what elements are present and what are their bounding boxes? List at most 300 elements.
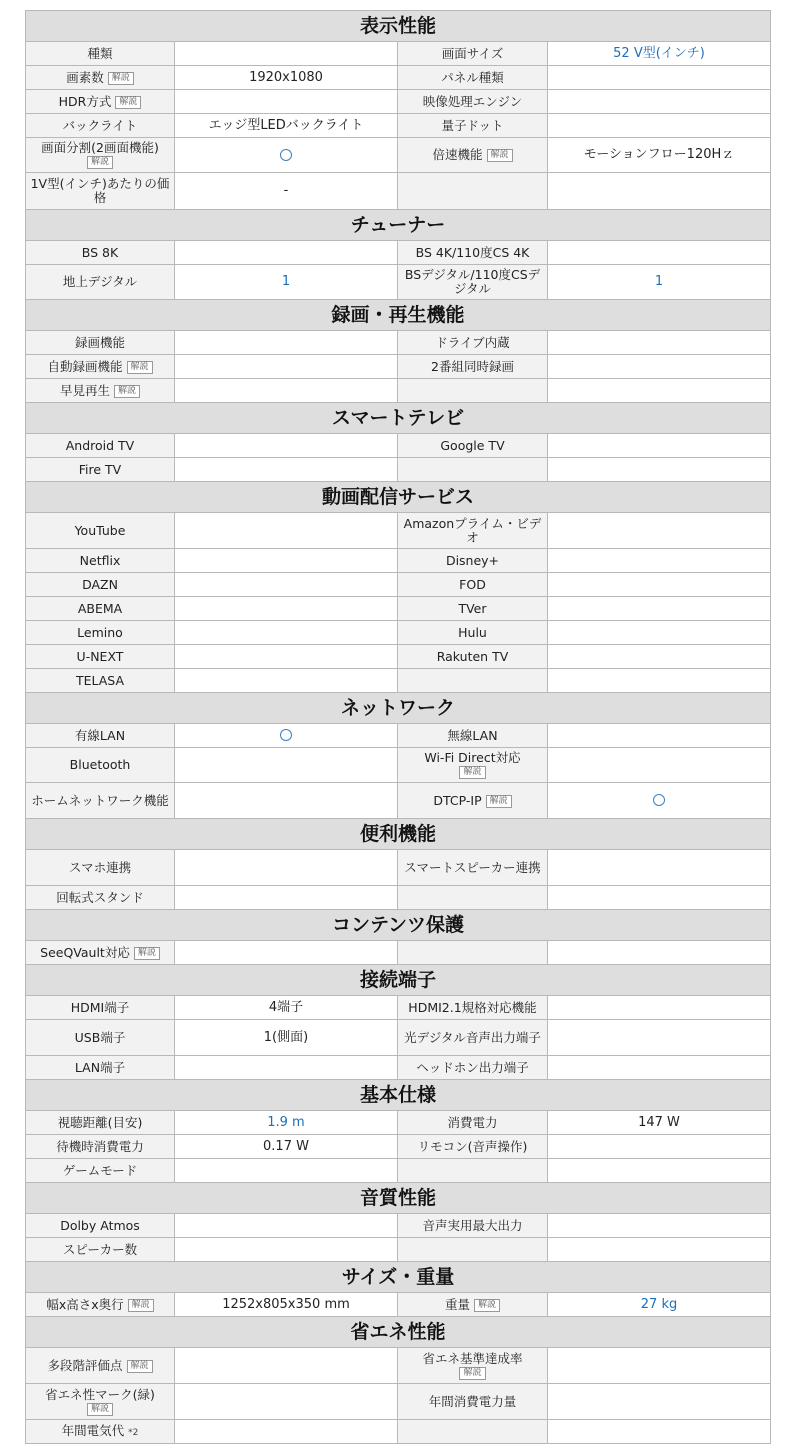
spec-label-text: Google TV <box>440 437 505 453</box>
spec-value-cell <box>548 549 771 573</box>
spec-label-text: Wi-Fi Direct対応 <box>424 750 521 765</box>
spec-row <box>26 241 771 265</box>
spec-value-cell <box>548 573 771 597</box>
spec-row <box>26 724 771 748</box>
section-header-row <box>26 11 771 42</box>
spec-value-cell <box>548 114 771 138</box>
spec-label-text: FOD <box>459 576 486 592</box>
spec-label-text: 年間消費電力量 <box>428 1393 517 1409</box>
spec-label-text: 早見再生 <box>59 382 110 398</box>
spec-label-text: Disney+ <box>445 552 500 568</box>
spec-value-cell <box>548 1135 771 1159</box>
spec-label-cell <box>398 173 548 210</box>
spec-value-cell <box>548 434 771 458</box>
spec-label-text: 無線LAN <box>447 727 498 743</box>
section-header-row <box>26 965 771 996</box>
spec-label-cell <box>398 42 548 66</box>
spec-row <box>26 66 771 90</box>
spec-label-cell <box>398 850 548 886</box>
spec-value-text[interactable]: 52 V型(インチ) <box>613 45 705 61</box>
section-title: 録画・再生機能 <box>26 300 771 331</box>
spec-label-cell <box>26 138 175 173</box>
spec-row <box>26 1293 771 1317</box>
spec-value-text: 1(側面) <box>263 1029 309 1045</box>
spec-value-cell[interactable] <box>548 42 771 66</box>
spec-value-cell <box>175 138 398 173</box>
spec-label-text: パネル種類 <box>441 69 504 85</box>
kaisetsu-button[interactable]: 解説 <box>134 947 160 960</box>
spec-label-text: 音声実用最大出力 <box>422 1217 523 1233</box>
spec-value-cell <box>548 748 771 783</box>
spec-label-cell <box>26 114 175 138</box>
spec-label-text: Bluetooth <box>69 757 131 772</box>
spec-label-text: 有線LAN <box>74 727 126 743</box>
spec-row <box>26 1020 771 1056</box>
spec-value-cell <box>175 42 398 66</box>
spec-value-cell <box>548 90 771 114</box>
spec-label-text: 多段階評価点 <box>47 1357 123 1373</box>
spec-row <box>26 1348 771 1384</box>
spec-value-cell <box>548 173 771 210</box>
spec-value-cell <box>548 379 771 403</box>
spec-label-cell <box>398 265 548 300</box>
spec-label-text: USB端子 <box>74 1029 126 1045</box>
spec-label-cell <box>26 1020 175 1056</box>
spec-row <box>26 783 771 819</box>
spec-label-cell <box>26 173 175 210</box>
spec-value-text: 1920x1080 <box>249 69 323 85</box>
spec-row <box>26 1384 771 1420</box>
spec-value-cell <box>548 783 771 819</box>
spec-label-cell <box>398 1348 548 1384</box>
spec-row <box>26 331 771 355</box>
spec-value-cell <box>175 850 398 886</box>
spec-value-cell <box>548 241 771 265</box>
spec-value-cell <box>548 645 771 669</box>
spec-value-text: 4端子 <box>268 999 304 1015</box>
spec-value-cell <box>175 1020 398 1056</box>
spec-label-cell <box>26 355 175 379</box>
spec-label-text: LAN端子 <box>74 1059 126 1075</box>
spec-value-cell <box>175 331 398 355</box>
kaisetsu-button[interactable]: 解説 <box>108 72 134 85</box>
spec-label-cell <box>398 1214 548 1238</box>
kaisetsu-button[interactable]: 解説 <box>127 1360 153 1373</box>
section-header-row <box>26 1317 771 1348</box>
spec-label-cell <box>26 549 175 573</box>
kaisetsu-button[interactable]: 解説 <box>459 766 485 779</box>
spec-label-cell <box>26 783 175 819</box>
spec-label-cell <box>398 1111 548 1135</box>
spec-label-cell <box>398 941 548 965</box>
spec-row <box>26 173 771 210</box>
spec-row <box>26 621 771 645</box>
spec-value-cell <box>175 1348 398 1384</box>
kaisetsu-button[interactable]: 解説 <box>87 156 113 169</box>
spec-value-cell <box>175 90 398 114</box>
spec-value-cell <box>548 1111 771 1135</box>
spec-label-text: Amazonプライム・ビデオ <box>403 515 542 545</box>
spec-label-cell <box>398 1056 548 1080</box>
section-header-row <box>26 210 771 241</box>
spec-label-cell <box>26 748 175 783</box>
spec-label-cell <box>26 1135 175 1159</box>
spec-label-text: 画素数 <box>66 69 104 85</box>
circle-mark-icon <box>653 794 665 806</box>
spec-row <box>26 434 771 458</box>
spec-value-cell <box>548 724 771 748</box>
spec-label-text: ホームネットワーク機能 <box>31 792 169 808</box>
section-title: スマートテレビ <box>26 403 771 434</box>
spec-row <box>26 886 771 910</box>
spec-row <box>26 90 771 114</box>
spec-label-text: Lemino <box>77 624 123 640</box>
spec-label-cell <box>398 549 548 573</box>
spec-label-text: DTCP-IP <box>433 792 482 808</box>
spec-value-cell <box>175 621 398 645</box>
spec-value-text: 1252x805x350 mm <box>222 1296 350 1312</box>
section-title: 音質性能 <box>26 1183 771 1214</box>
spec-label-cell <box>26 42 175 66</box>
spec-row <box>26 265 771 300</box>
footnote-mark: *2 <box>128 1427 139 1438</box>
spec-label-text: 地上デジタル <box>62 274 138 289</box>
spec-value-cell <box>175 114 398 138</box>
spec-label-cell <box>398 90 548 114</box>
spec-label-cell <box>398 241 548 265</box>
spec-label-cell <box>26 850 175 886</box>
spec-label-text: 1V型(インチ)あたりの価格 <box>30 176 170 205</box>
spec-value-cell <box>548 138 771 173</box>
spec-label-cell <box>26 66 175 90</box>
spec-value-cell <box>548 1238 771 1262</box>
spec-label-text: DAZN <box>82 576 118 592</box>
spec-label-text: Dolby Atmos <box>60 1217 140 1233</box>
spec-value-cell <box>175 1384 398 1420</box>
spec-value-cell <box>548 513 771 549</box>
kaisetsu-button[interactable]: 解説 <box>486 795 512 808</box>
kaisetsu-button[interactable]: 解説 <box>87 1403 113 1416</box>
spec-label-text: 省エネ基準達成率 <box>422 1350 523 1366</box>
spec-label-cell <box>26 645 175 669</box>
spec-label-cell <box>398 1238 548 1262</box>
spec-value-cell <box>175 1056 398 1080</box>
spec-row <box>26 1056 771 1080</box>
section-header-row <box>26 693 771 724</box>
spec-value-cell <box>175 886 398 910</box>
spec-label-cell <box>398 645 548 669</box>
spec-value-text: - <box>283 183 289 198</box>
spec-label-cell <box>26 458 175 482</box>
spec-value-text[interactable]: 1 <box>654 274 664 289</box>
section-header-row <box>26 819 771 850</box>
spec-label-text: ゲームモード <box>62 1162 138 1178</box>
spec-label-cell <box>26 621 175 645</box>
spec-value-cell <box>548 1020 771 1056</box>
spec-label-text: ABEMA <box>77 600 123 616</box>
spec-label-cell <box>26 1056 175 1080</box>
kaisetsu-button[interactable]: 解説 <box>128 1299 154 1312</box>
spec-label-text: TELASA <box>75 672 125 688</box>
section-title: ネットワーク <box>26 693 771 724</box>
section-header-row <box>26 1183 771 1214</box>
spec-value-cell <box>175 549 398 573</box>
spec-label-cell <box>398 458 548 482</box>
spec-label-cell <box>26 265 175 300</box>
spec-table-container <box>25 10 770 1444</box>
circle-mark-icon <box>280 149 292 161</box>
spec-row <box>26 850 771 886</box>
spec-row <box>26 114 771 138</box>
spec-label-cell <box>26 241 175 265</box>
spec-value-cell <box>548 850 771 886</box>
spec-value-cell <box>175 669 398 693</box>
spec-row <box>26 941 771 965</box>
kaisetsu-button[interactable]: 解説 <box>487 149 513 162</box>
spec-row <box>26 1214 771 1238</box>
spec-label-text: 光デジタル音声出力端子 <box>404 1029 541 1045</box>
spec-value-cell <box>548 1348 771 1384</box>
spec-row <box>26 1159 771 1183</box>
spec-row <box>26 669 771 693</box>
spec-value-cell <box>175 241 398 265</box>
spec-value-cell[interactable] <box>548 265 771 300</box>
spec-label-text: 年間電気代 <box>61 1422 125 1438</box>
spec-label-text: HDMI2.1規格対応機能 <box>408 999 537 1015</box>
spec-label-cell <box>398 1135 548 1159</box>
spec-label-text: バックライト <box>62 117 138 133</box>
spec-label-cell <box>398 748 548 783</box>
spec-value-cell[interactable] <box>175 1111 398 1135</box>
spec-value-cell <box>175 66 398 90</box>
section-header-row <box>26 482 771 513</box>
spec-value-cell <box>175 1214 398 1238</box>
spec-label-cell <box>26 724 175 748</box>
spec-value-cell <box>548 355 771 379</box>
spec-value-text[interactable]: 27 kg <box>640 1296 678 1312</box>
spec-label-cell <box>398 669 548 693</box>
section-title: 接続端子 <box>26 965 771 996</box>
spec-label-cell <box>398 597 548 621</box>
spec-row <box>26 1135 771 1159</box>
spec-value-cell[interactable] <box>548 1293 771 1317</box>
spec-label-cell <box>26 573 175 597</box>
spec-label-cell <box>26 434 175 458</box>
spec-value-cell[interactable] <box>175 265 398 300</box>
spec-label-cell <box>398 379 548 403</box>
spec-value-cell <box>175 1135 398 1159</box>
section-header-row <box>26 403 771 434</box>
spec-value-cell <box>175 724 398 748</box>
spec-label-cell <box>26 941 175 965</box>
section-title: 便利機能 <box>26 819 771 850</box>
spec-label-text: HDR方式 <box>58 93 112 109</box>
spec-label-cell <box>398 1020 548 1056</box>
spec-value-cell <box>548 1214 771 1238</box>
spec-label-cell <box>26 90 175 114</box>
spec-label-text: U-NEXT <box>76 648 124 664</box>
section-title: コンテンツ保護 <box>26 910 771 941</box>
spec-table <box>25 10 771 1444</box>
spec-label-cell <box>26 886 175 910</box>
spec-label-cell <box>398 66 548 90</box>
section-header-row <box>26 1262 771 1293</box>
spec-value-cell <box>548 458 771 482</box>
spec-value-cell <box>175 379 398 403</box>
spec-value-text[interactable]: 1.9 m <box>267 1114 305 1130</box>
spec-label-text: 画面サイズ <box>441 45 504 61</box>
spec-label-text: Fire TV <box>78 461 122 477</box>
spec-value-cell <box>548 886 771 910</box>
spec-row <box>26 138 771 173</box>
spec-value-cell <box>175 434 398 458</box>
spec-label-cell <box>26 1159 175 1183</box>
kaisetsu-button[interactable]: 解説 <box>127 361 153 374</box>
section-title: 動画配信サービス <box>26 482 771 513</box>
spec-label-text: YouTube <box>74 522 126 538</box>
spec-label-text: 倍速機能 <box>432 147 483 162</box>
spec-label-text: 2番組同時録画 <box>431 358 514 374</box>
section-title: サイズ・重量 <box>26 1262 771 1293</box>
spec-label-cell <box>398 434 548 458</box>
spec-label-text: スマホ連携 <box>68 859 132 875</box>
spec-value-text: 147 W <box>638 1114 680 1130</box>
spec-value-text[interactable]: 1 <box>281 274 291 289</box>
spec-label-text: 待機時消費電力 <box>56 1138 144 1154</box>
spec-label-cell <box>398 138 548 173</box>
spec-label-cell <box>26 1384 175 1420</box>
spec-label-cell <box>26 379 175 403</box>
spec-label-cell <box>398 573 548 597</box>
section-header-row <box>26 300 771 331</box>
spec-row <box>26 458 771 482</box>
spec-label-text: 量子ドット <box>441 117 504 133</box>
spec-label-cell <box>398 114 548 138</box>
spec-value-cell <box>175 513 398 549</box>
spec-label-cell <box>398 886 548 910</box>
spec-label-cell <box>398 1159 548 1183</box>
spec-value-cell <box>175 173 398 210</box>
spec-label-cell <box>398 783 548 819</box>
spec-label-cell <box>26 597 175 621</box>
spec-label-text: 重量 <box>444 1296 470 1312</box>
kaisetsu-button[interactable]: 解説 <box>474 1299 500 1312</box>
spec-label-text: BS 8K <box>81 244 119 260</box>
spec-value-cell <box>548 1056 771 1080</box>
spec-row <box>26 355 771 379</box>
spec-label-cell <box>26 1348 175 1384</box>
section-title: 表示性能 <box>26 11 771 42</box>
spec-row <box>26 1111 771 1135</box>
spec-value-text: エッジ型LEDバックライト <box>208 117 364 133</box>
spec-value-cell <box>548 621 771 645</box>
spec-row <box>26 573 771 597</box>
spec-label-cell <box>26 669 175 693</box>
spec-row <box>26 1238 771 1262</box>
spec-row <box>26 379 771 403</box>
spec-label-text: 種類 <box>87 45 113 61</box>
spec-row <box>26 597 771 621</box>
spec-label-text: SeeQVault対応 <box>40 944 130 960</box>
spec-value-cell <box>548 1159 771 1183</box>
spec-value-cell <box>175 1293 398 1317</box>
spec-label-cell <box>26 1238 175 1262</box>
spec-label-cell <box>26 996 175 1020</box>
spec-value-cell <box>175 458 398 482</box>
spec-label-text: ドライブ内蔵 <box>435 334 510 350</box>
spec-value-cell <box>548 669 771 693</box>
spec-value-text: モーションフロー120Hｚ <box>583 147 735 162</box>
spec-label-text: ヘッドホン出力端子 <box>416 1059 529 1075</box>
spec-value-cell <box>175 645 398 669</box>
spec-value-cell <box>175 941 398 965</box>
spec-label-text: BSデジタル/110度CSデジタル <box>404 267 541 296</box>
circle-mark-icon <box>280 729 292 741</box>
spec-label-text: スマートスピーカー連携 <box>404 859 541 875</box>
spec-label-text: Rakuten TV <box>436 648 509 664</box>
spec-label-cell <box>398 1384 548 1420</box>
kaisetsu-button[interactable]: 解説 <box>115 96 141 109</box>
spec-value-cell <box>548 941 771 965</box>
spec-value-cell <box>548 331 771 355</box>
kaisetsu-button[interactable]: 解説 <box>459 1367 485 1380</box>
spec-label-text: 録画機能 <box>74 334 125 350</box>
spec-value-cell <box>548 597 771 621</box>
spec-label-text: 自動録画機能 <box>47 358 123 374</box>
section-title: チューナー <box>26 210 771 241</box>
spec-row <box>26 996 771 1020</box>
spec-label-text: 画面分割(2画面機能) <box>41 140 159 155</box>
spec-label-text: 回転式スタンド <box>56 889 144 905</box>
spec-label-text: HDMI端子 <box>70 999 130 1015</box>
spec-row <box>26 645 771 669</box>
spec-label-cell <box>398 724 548 748</box>
spec-value-cell <box>175 597 398 621</box>
spec-value-cell <box>175 1159 398 1183</box>
spec-table-body <box>26 11 771 1444</box>
section-title: 省エネ性能 <box>26 1317 771 1348</box>
spec-value-cell <box>175 748 398 783</box>
section-title: 基本仕様 <box>26 1080 771 1111</box>
spec-label-cell <box>398 331 548 355</box>
spec-label-cell <box>398 621 548 645</box>
spec-value-cell <box>548 66 771 90</box>
spec-label-cell <box>26 1214 175 1238</box>
spec-label-text: リモコン(音声操作) <box>417 1138 528 1154</box>
spec-label-cell <box>26 513 175 549</box>
spec-label-text: Hulu <box>458 624 487 640</box>
spec-row <box>26 42 771 66</box>
spec-value-cell <box>175 1238 398 1262</box>
kaisetsu-button[interactable]: 解説 <box>114 385 140 398</box>
section-header-row <box>26 910 771 941</box>
spec-label-text: 省エネ性マーク(緑) <box>45 1386 155 1402</box>
section-header-row <box>26 1080 771 1111</box>
spec-label-text: 幅x高さx奥行 <box>46 1296 124 1312</box>
spec-label-text: 消費電力 <box>447 1114 498 1130</box>
spec-label-cell <box>398 1293 548 1317</box>
spec-label-text: Netflix <box>79 552 121 568</box>
spec-value-text: 0.17 W <box>263 1138 309 1154</box>
spec-value-cell <box>175 573 398 597</box>
spec-row <box>26 549 771 573</box>
spec-label-cell <box>398 355 548 379</box>
spec-value-cell <box>548 1384 771 1420</box>
spec-label-text: 映像処理エンジン <box>422 93 523 109</box>
spec-label-text: BS 4K/110度CS 4K <box>415 244 530 260</box>
spec-label-text: TVer <box>458 600 487 616</box>
spec-label-cell <box>26 331 175 355</box>
